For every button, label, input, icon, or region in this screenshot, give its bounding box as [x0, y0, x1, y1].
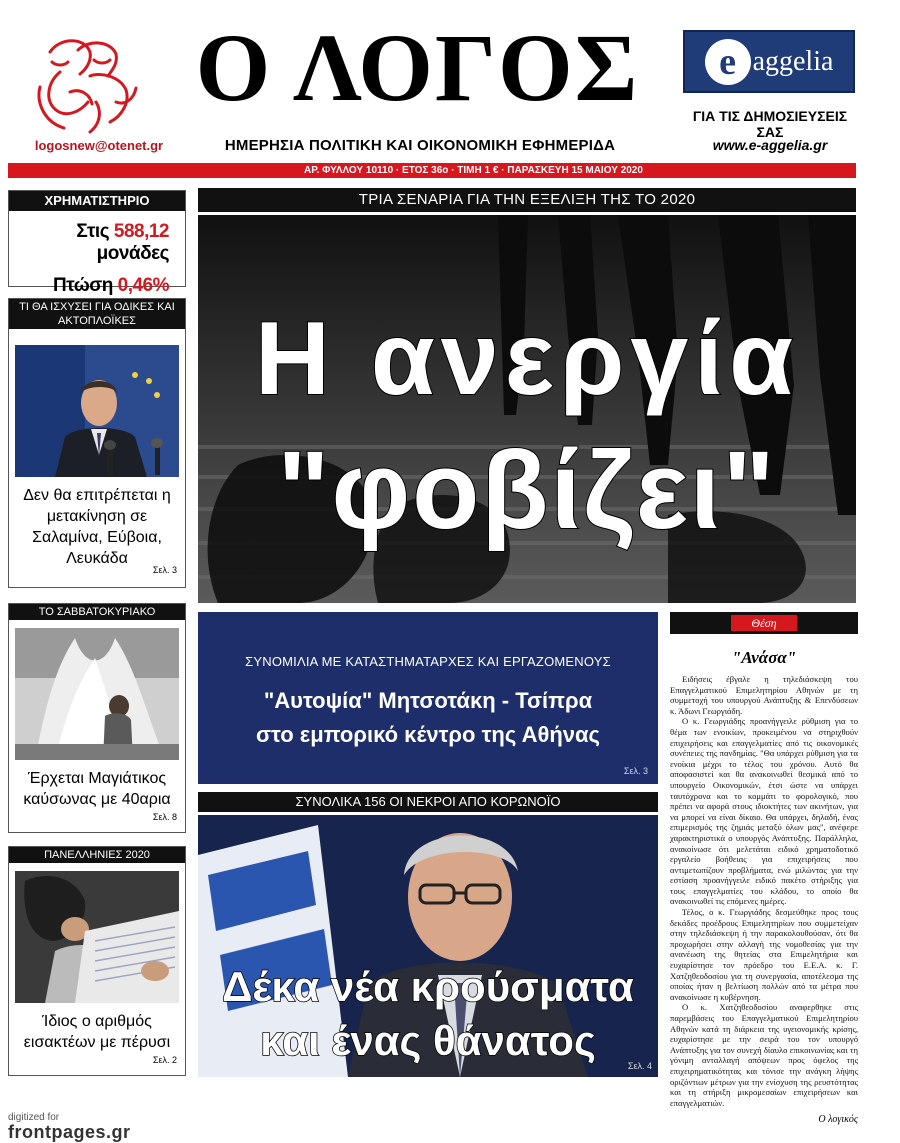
- blue-story-headline-line1: "Αυτοψία" Μητσοτάκη - Τσίπρα: [263, 688, 593, 713]
- minister-photo: [15, 345, 179, 477]
- side-story-exams[interactable]: [8, 846, 186, 1076]
- side-story-headline: Δεν θα επιτρέπεται η μετακίνηση σε Σαλαμίνα, Εύβοια, Λευκάδα: [23, 487, 171, 567]
- opinion-paragraph: Τέλος, ο κ. Γεωργιάδης δεσμεύθηκε προς τους δεκάδες προέδρους Επιμελητηρίων που συμμετείχαν στην τηλεδιάσκεψη ή την παρακολουθούσαν, ότι θα προχωρήσει στην αλλαγή της νομοθεσίας για την ανανέωση της θητείας στα Επιμελητήρια και ευχαρίστησε τον πρόεδρο του Ε.Ε.Α. κ. Γ. Χατζηθεοδοσίου για τη συνεργασία, αποτέλεσμα της οποίας ήταν η βελτίωση πολλών από τα μέτρα που ανακοίνωσε η κυβέρνηση.: [670, 907, 858, 1002]
- bottom-story-strap: ΣΥΝΟΛΙΚΑ 156 ΟΙ ΝΕΚΡΟΙ ΑΠΟ ΚΟΡΩΝΟΪΟ: [198, 792, 658, 812]
- blue-story-headline-line2: στο εμπορικό κέντρο της Αθήνας: [255, 722, 600, 747]
- side-story-travel[interactable]: [8, 298, 186, 588]
- lead-headline-line2: "φοβίζει": [277, 429, 777, 552]
- eaggelia-ad-logo[interactable]: [683, 30, 855, 93]
- opinion-paragraph: Ο κ. Γεωργιάδης προανήγγειλε ρύθμιση για το θέμα των ενοικίων, προκειμένου να στηριχθούν επιχειρήσεις και επαγγελματίες από τις οικονομικές συνέπειες της πανδημίας. "Θα υπάρχει ρύθμιση για τα ενοίκια μέχρι το τέλος του χρόνου. Αυτό θα αποφασιστεί και θα ανακοινωθεί θεσμικά από το υπουργείο Οικονομικών, έτσι ώστε να υπάρχει ταυτόχρονα και το κομμάτι το φορολογικό, που πρέπει να αφορά στους ιδιοκτήτες των ακινήτων, για να μπορεί να είναι δίκαιο. Θα υπάρχει, δηλαδή, ένας επιμερισμός της ζημιάς μεταξύ όλων μας", ανέφερε χαρακτηριστικά ο υπουργός Ανάπτυξης. Παράλληλα, ανακοίνωσε ότι μελετάται ειδικό χρηματοδοτικό εργαλείο βοήθειας για επιχειρήσεις που αντιμετωπίζουν προβλήματα, ενώ μιλώντας για την εστίαση προανήγγειλε ειδικό πακέτο στήριξης για τους επαγγελματίες του κλάδου, το οποίο θα ανακοινωθεί τις επόμενες ημέρες.: [670, 716, 858, 907]
- opinion-label: Θέση: [731, 615, 796, 631]
- opinion-column: [670, 612, 858, 1126]
- stock-index-suffix: μονάδες: [96, 243, 169, 264]
- bottom-story-headline: [198, 960, 658, 1068]
- side-story-kicker: ΤΟ ΣΑΒΒΑΤΟΚΥΡΙΑΚΟ: [9, 604, 185, 620]
- blue-story-page: Σελ. 3: [623, 766, 648, 776]
- side-story-headline: Ίδιος ο αριθμός εισακτέων με πέρυσι: [23, 1013, 171, 1051]
- eaggelia-url[interactable]: www.e-aggelia.gr: [712, 137, 828, 153]
- side-story-kicker: ΠΑΝΕΛΛΗΝΙΕΣ 2020: [9, 847, 185, 863]
- stock-market-box: [8, 190, 186, 296]
- issue-info-bar: [8, 163, 856, 178]
- side-story-kicker: ΤΙ ΘΑ ΙΣΧΥΣΕΙ ΓΙΑ ΟΔΙΚΕΣ ΚΑΙ ΑΚΤΟΠΛΟΪΚΕΣ: [9, 299, 185, 329]
- side-story-page: Σελ. 8: [152, 812, 177, 822]
- blue-story-box[interactable]: [198, 612, 658, 784]
- eaggelia-wordmark: aggelia: [752, 45, 834, 77]
- watermark-site[interactable]: frontpages.gr: [8, 1122, 131, 1142]
- masthead-title: Ο ΛΟΓΟΣ: [195, 14, 640, 121]
- exam-photo: [15, 871, 179, 1003]
- side-story-page: Σελ. 3: [152, 565, 177, 575]
- bottom-story-headline-line2: και ένας θάνατος: [260, 1017, 596, 1064]
- side-story-heatwave[interactable]: [8, 603, 186, 833]
- side-story-headline: Έρχεται Μαγιάτικος καύσωνας με 40αρια: [23, 770, 171, 808]
- eaggelia-tagline: ΓΙΑ ΤΙΣ ΔΗΜΟΣΙΕΥΣΕΙΣ ΣΑΣ: [692, 108, 848, 140]
- masthead-subtitle: ΗΜΕΡΗΣΙΑ ΠΟΛΙΤΙΚΗ ΚΑΙ ΟΙΚΟΝΟΜΙΚΗ ΕΦΗΜΕΡΙΔΑ: [224, 137, 616, 154]
- issue-info-text: ΑΡ. ΦΥΛΛΟΥ 10110 · ΕΤΟΣ 36ο · ΤΙΜΗ 1 € · ΠΑΡΑΣΚΕΥΗ 15 ΜΑΙΟΥ 2020: [304, 165, 643, 176]
- stock-index-line: [9, 221, 185, 265]
- fountain-photo: [15, 628, 179, 760]
- opinion-title: "Ανάσα": [731, 648, 797, 667]
- stock-index-prefix: Στις: [76, 221, 114, 242]
- lead-story-photo[interactable]: [198, 215, 856, 603]
- e-letter-icon: e: [705, 39, 751, 85]
- bottom-story-headline-line1: Δέκα νέα κρούσματα: [222, 963, 634, 1010]
- lead-headline-line1: Η ανεργία: [254, 301, 800, 417]
- contact-email[interactable]: logosnew@otenet.gr: [34, 138, 164, 153]
- opinion-header: [670, 612, 858, 634]
- opinion-paragraph: Ειδήσεις έβγαλε η τηλεδιάσκεψη του Επαγγελματικού Επιμελητηρίου Αθηνών με τη συμμετοχή του υπουργού Ανάπτυξης & Επενδύσεων κ. Άδωνι Γεωργιάδη.: [670, 674, 858, 716]
- opinion-signature: Ο λογικός: [818, 1114, 858, 1126]
- blue-story-kicker: ΣΥΝΟΜΙΛΙΑ ΜΕ ΚΑΤΑΣΤΗΜΑΤΑΡΧΕΣ ΚΑΙ ΕΡΓΑΖΟΜΕΝΟΥΣ: [245, 654, 611, 669]
- newspaper-logo-mark: [30, 32, 145, 137]
- bottom-story-photo[interactable]: [198, 815, 658, 1077]
- opinion-paragraph: Ο κ. Χατζηθεοδοσίου αναφερθηκε στις παρεμβάσεις του Επαγγελματικού Επιμελητηρίου Αθηνών κατά τη διάρκεια της υγειονομικής κρίσης, ευχαρίστησε με την σειρά του τον υπουργό Ανάπτυξης για τον συνεχή δίαυλο επικοινωνίας και τη γόνιμη ανταλλαγή απόψεων προς όφελος της επιχειρηματικότητας και τόνισε την ανάγκη λήψης οριζόντιων μέτρων για την ενίσχυση της ρευστότητας και τη στήριξη μικρομεσαίων επιχειρήσεων και επαγγελματιών.: [670, 1002, 858, 1108]
- opinion-body: [670, 674, 858, 1108]
- blue-story-headline: [198, 684, 658, 752]
- stock-market-label: ΧΡΗΜΑΤΙΣΤΗΡΙΟ: [9, 191, 185, 211]
- watermark-caption: digitized for: [8, 1112, 60, 1123]
- side-story-page: Σελ. 2: [152, 1055, 177, 1065]
- eaggelia-logo-text: [705, 39, 834, 85]
- stock-index-value: 588,12: [113, 221, 169, 242]
- lead-story-strap: ΤΡΙΑ ΣΕΝΑΡΙΑ ΓΙΑ ΤΗΝ ΕΞΕΛΙΞΗ ΤΗΣ ΤΟ 2020: [198, 188, 856, 212]
- stock-change-value: 0,46%: [117, 275, 169, 296]
- stock-change-prefix: Πτώση: [53, 275, 118, 296]
- stock-change-line: [9, 275, 185, 297]
- bottom-story-page: Σελ. 4: [627, 1061, 652, 1071]
